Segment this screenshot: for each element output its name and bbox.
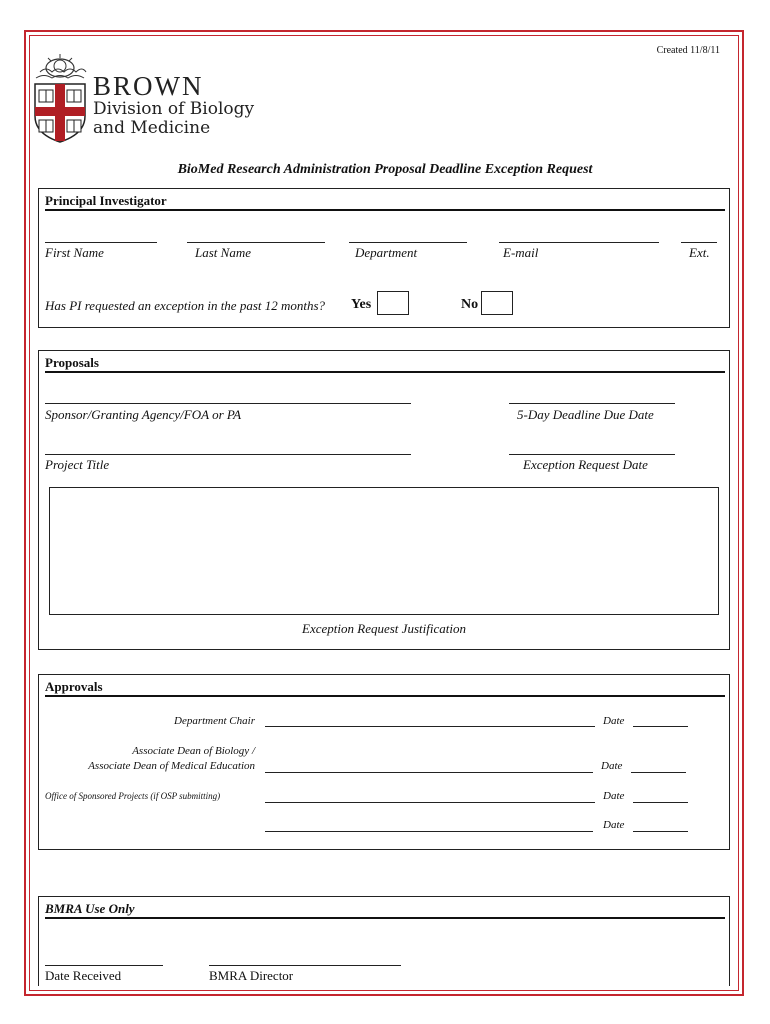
project-title-label: Project Title: [45, 457, 110, 472]
assoc-dean-signature-field[interactable]: [265, 772, 593, 773]
brown-shield-logo-icon: [30, 50, 90, 146]
osp-date-field[interactable]: [633, 802, 688, 803]
approvals-heading: Approvals: [45, 679, 103, 694]
date-received-field[interactable]: [45, 965, 163, 966]
form-title: BioMed Research Administration Proposal Deadline Exception Request: [177, 162, 593, 177]
deadline-date-field[interactable]: [509, 403, 675, 404]
no-checkbox[interactable]: [481, 291, 513, 315]
sponsor-label: Sponsor/Granting Agency/FOA or PA: [45, 407, 242, 422]
assoc-dean-date-label: Date: [601, 760, 623, 772]
yes-checkbox[interactable]: [377, 291, 409, 315]
bmra-director-label: BMRA Director: [209, 968, 294, 983]
assoc-dean-label-1: Associate Dean of Biology /: [132, 745, 255, 757]
dept-chair-date-label: Date: [603, 715, 625, 727]
ext-field[interactable]: [681, 242, 717, 243]
approvals-section: [38, 674, 730, 850]
osp-label: Office of Sponsored Projects (if OSP submitting): [45, 791, 221, 801]
dept-chair-date-field[interactable]: [633, 726, 688, 727]
division-line-2: and Medicine: [93, 118, 211, 138]
date-received-label: Date Received: [45, 968, 122, 983]
department-label: Department: [355, 245, 418, 260]
extra-signature-field[interactable]: [265, 831, 593, 832]
bmra-heading-rule: [45, 917, 725, 919]
bmra-director-field[interactable]: [209, 965, 401, 966]
sponsor-field[interactable]: [45, 403, 411, 404]
proposals-heading: Proposals: [45, 355, 99, 370]
division-line-1: Division of Biology: [93, 99, 255, 119]
osp-date-label: Date: [603, 790, 625, 802]
dept-chair-label: Department Chair: [174, 715, 255, 727]
no-label: No: [461, 297, 479, 312]
exception-date-label: Exception Request Date: [523, 457, 648, 472]
bmra-heading: BMRA Use Only: [45, 901, 135, 916]
department-field[interactable]: [349, 242, 467, 243]
pi-section: [38, 188, 730, 328]
ext-label: Ext.: [689, 245, 710, 260]
justification-textarea[interactable]: [49, 487, 719, 615]
assoc-dean-label-2: Associate Dean of Medical Education: [88, 760, 255, 772]
extra-date-label: Date: [603, 819, 625, 831]
proposals-heading-rule: [45, 371, 725, 373]
proposals-section: [38, 350, 730, 650]
pi-heading: Principal Investigator: [45, 193, 167, 208]
pi-exception-question: Has PI requested an exception in the past 12 months?: [45, 298, 326, 313]
brand-name: BROWN: [93, 71, 204, 101]
osp-signature-field[interactable]: [265, 802, 595, 803]
justification-label: Exception Request Justification: [302, 621, 466, 636]
extra-date-field[interactable]: [633, 831, 688, 832]
bmra-section: [38, 896, 730, 986]
pi-heading-rule: [45, 209, 725, 211]
project-title-field[interactable]: [45, 454, 411, 455]
email-label: E-mail: [503, 245, 539, 260]
last-name-field[interactable]: [187, 242, 325, 243]
exception-date-field[interactable]: [509, 454, 675, 455]
last-name-label: Last Name: [195, 245, 251, 260]
deadline-date-label: 5-Day Deadline Due Date: [517, 407, 654, 422]
first-name-field[interactable]: [45, 242, 157, 243]
assoc-dean-date-field[interactable]: [631, 772, 686, 773]
first-name-label: First Name: [45, 245, 104, 260]
yes-label: Yes: [351, 297, 372, 312]
email-field[interactable]: [499, 242, 659, 243]
approvals-heading-rule: [45, 695, 725, 697]
created-date: Created 11/8/11: [656, 45, 720, 56]
dept-chair-signature-field[interactable]: [265, 726, 595, 727]
logo-wordmark: [93, 72, 254, 138]
